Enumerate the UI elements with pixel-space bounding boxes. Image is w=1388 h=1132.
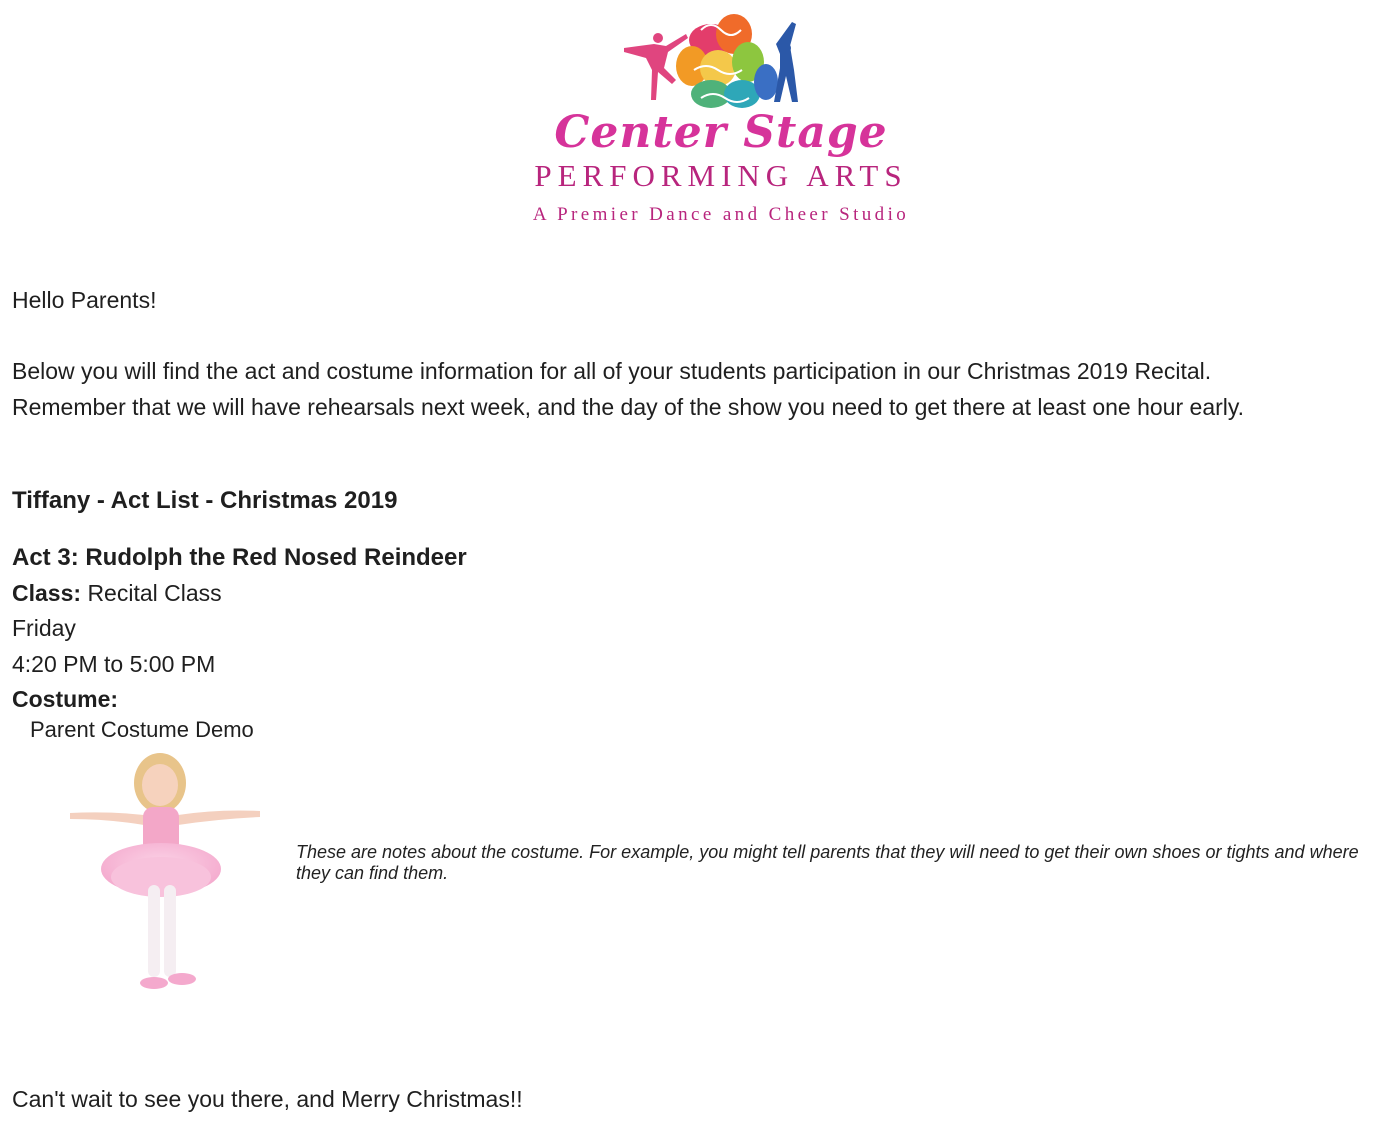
greeting: Hello Parents! (12, 287, 157, 313)
intro-line-1: Below you will find the act and costume information for all of your students participation in our Christmas 2019 Recital. (12, 358, 1212, 384)
costume-photo (48, 745, 280, 1010)
act-time: 4:20 PM to 5:00 PM (12, 651, 216, 677)
class-value: Recital Class (87, 580, 222, 606)
act-title: Act 3: Rudolph the Red Nosed Reindeer (12, 544, 467, 571)
logo-line1: Center Stage (554, 107, 888, 158)
cheerleader-silhouette (774, 22, 798, 102)
ballerina-girl-image (48, 745, 280, 1010)
logo-line2: PERFORMING ARTS (534, 158, 908, 193)
closing-line: Can't wait to see you there, and Merry Christmas!! (12, 1086, 523, 1112)
act-class (12, 576, 222, 611)
logo-tagline: A Premier Dance and Cheer Studio (532, 204, 910, 225)
studio-logo (496, 10, 946, 225)
act-day: Friday (12, 615, 76, 641)
costume-name: Parent Costume Demo (30, 717, 254, 742)
costume-notes: These are notes about the costume. For example, you might tell parents that they will need to get their own shoes or tights and where they can find them. (296, 842, 1359, 883)
class-label: Class: (12, 580, 82, 606)
rainbow-flower (676, 14, 778, 108)
dancers-and-flower-icon (496, 10, 946, 120)
intro-line-2: Remember that we will have rehearsals next week, and the day of the show you need to get there at least one hour early. (12, 394, 1245, 420)
costume-label: Costume: (12, 686, 119, 712)
act-list-title: Tiffany - Act List - Christmas 2019 (12, 487, 398, 514)
